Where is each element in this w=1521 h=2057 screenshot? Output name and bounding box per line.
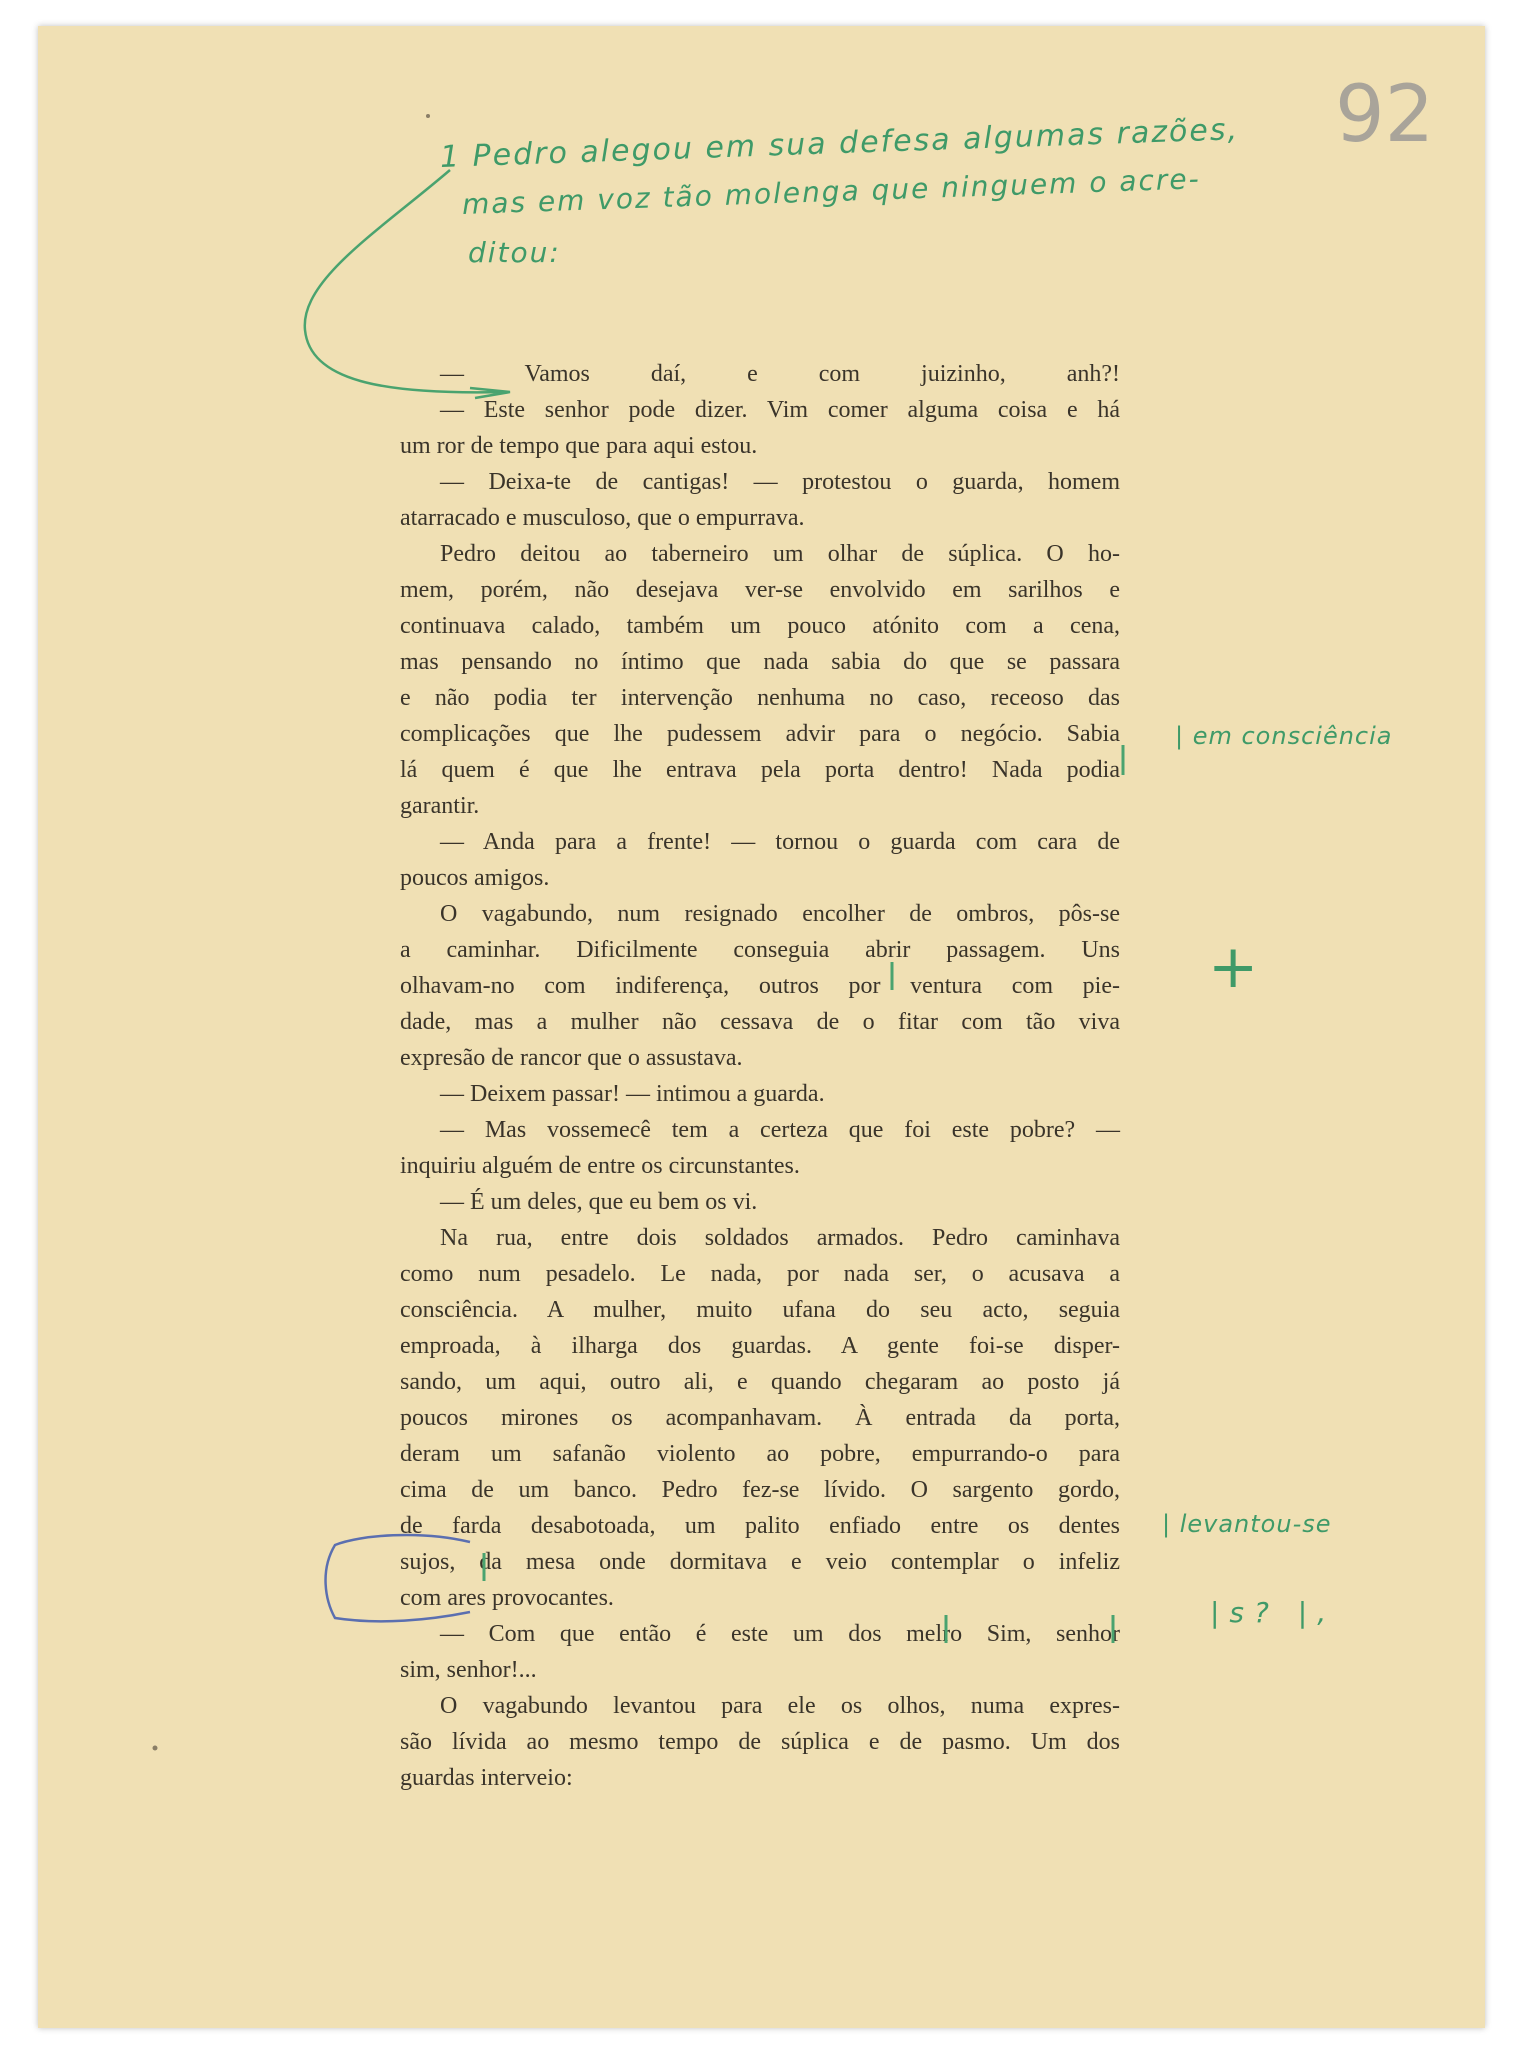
text-line: poucos mirones os acompanhavam. À entrada da porta, — [400, 1405, 1120, 1431]
text-line: lá quem é que lhe entrava pela porta dentro! Nada podia — [400, 757, 1120, 783]
text-line: e não podia ter intervenção nenhuma no caso, receoso das — [400, 685, 1120, 711]
text-line: dade, mas a mulher não cessava de o fitar com tão viva — [400, 1009, 1120, 1035]
text-line: poucos amigos. — [400, 865, 550, 891]
page-number: 92 — [1335, 70, 1435, 160]
text-line: sando, um aqui, outro ali, e quando chegaram ao posto já — [400, 1369, 1120, 1395]
text-line: — Com que então é este um dos melro Sim, senhor — [440, 1621, 1120, 1647]
text-line: mem, porém, não desejava ver-se envolvido em sarilhos e — [400, 577, 1120, 603]
handwritten-line-3: ditou: — [468, 236, 561, 269]
text-line: sim, senhor!... — [400, 1657, 537, 1683]
margin-note-cross: + — [1208, 932, 1259, 1002]
text-line: — Mas vossemecê tem a certeza que foi este pobre? — — [440, 1117, 1120, 1143]
text-line: inquiriu alguém de entre os circunstantes. — [400, 1153, 800, 1179]
text-line: olhavam-no com indiferença, outros por ventura com pie- — [400, 973, 1120, 999]
text-line: — Anda para a frente! — tornou o guarda com cara de — [440, 829, 1120, 855]
text-line: — É um deles, que eu bem os vi. — [440, 1189, 758, 1215]
text-line: atarracado e musculoso, que o empurrava. — [400, 505, 805, 531]
text-line: consciência. A mulher, muito ufana do seu acto, seguia — [400, 1297, 1120, 1323]
text-line: continuava calado, também um pouco atónito com a cena, — [400, 613, 1120, 639]
text-line: — Deixem passar! — intimou a guarda. — [440, 1081, 825, 1107]
insertion-arrow — [305, 170, 505, 392]
text-line: são lívida ao mesmo tempo de súplica e de pasmo. Um dos — [400, 1729, 1120, 1755]
text-line: guardas interveio: — [400, 1765, 573, 1791]
handwritten-line-2: mas em voz tão molenga que ninguem o acre- — [461, 162, 1202, 221]
text-line: cima de um banco. Pedro fez-se lívido. O sargento gordo, — [400, 1477, 1120, 1503]
blue-bracket — [326, 1535, 470, 1621]
text-line: — Deixa-te de cantigas! — protestou o guarda, homem — [440, 469, 1120, 495]
text-line: — Vamos daí, e com juizinho, anh?! — [440, 361, 1120, 387]
text-line: expresão de rancor que o assustava. — [400, 1045, 743, 1071]
text-line: complicações que lhe pudessem advir para o negócio. Sabia — [400, 721, 1120, 747]
text-line: Na rua, entre dois soldados armados. Pedro caminhava — [440, 1225, 1120, 1251]
text-line: deram um safanão violento ao pobre, empurrando-o para — [400, 1441, 1120, 1467]
text-line: mas pensando no íntimo que nada sabia do que se passara — [400, 649, 1120, 675]
text-line: — Este senhor pode dizer. Vim comer alguma coisa e há — [440, 397, 1120, 423]
speck — [426, 114, 430, 118]
margin-note-consciencia: | em consciência — [1175, 722, 1393, 750]
text-line: emproada, à ilharga dos guardas. A gente foi-se disper- — [400, 1333, 1120, 1359]
text-line: a caminhar. Dificilmente conseguia abrir passagem. Uns — [400, 937, 1120, 963]
margin-note-levantou: | levantou-se — [1162, 1510, 1332, 1538]
text-line: com ares provocantes. — [400, 1585, 614, 1611]
text-line: sujos, da mesa onde dormitava e veio contemplar o infeliz — [400, 1549, 1120, 1575]
handwritten-line-1: 1 Pedro alegou em sua defesa algumas razões, — [439, 112, 1240, 175]
text-line: O vagabundo, num resignado encolher de ombros, pôs-se — [440, 901, 1120, 927]
text-line: Pedro deitou ao taberneiro um olhar de súplica. O ho- — [440, 541, 1120, 567]
text-line: um ror de tempo que para aqui estou. — [400, 433, 758, 459]
text-line: O vagabundo levantou para ele os olhos, numa expres- — [440, 1693, 1120, 1719]
text-line: como num pesadelo. Le nada, por nada ser, o acusava a — [400, 1261, 1120, 1287]
text-line: de farda desabotoada, um palito enfiado entre os dentes — [400, 1513, 1120, 1539]
text-line: garantir. — [400, 793, 480, 819]
speck — [153, 1746, 158, 1751]
margin-note-punctuation: |s? |, — [1210, 1596, 1337, 1629]
